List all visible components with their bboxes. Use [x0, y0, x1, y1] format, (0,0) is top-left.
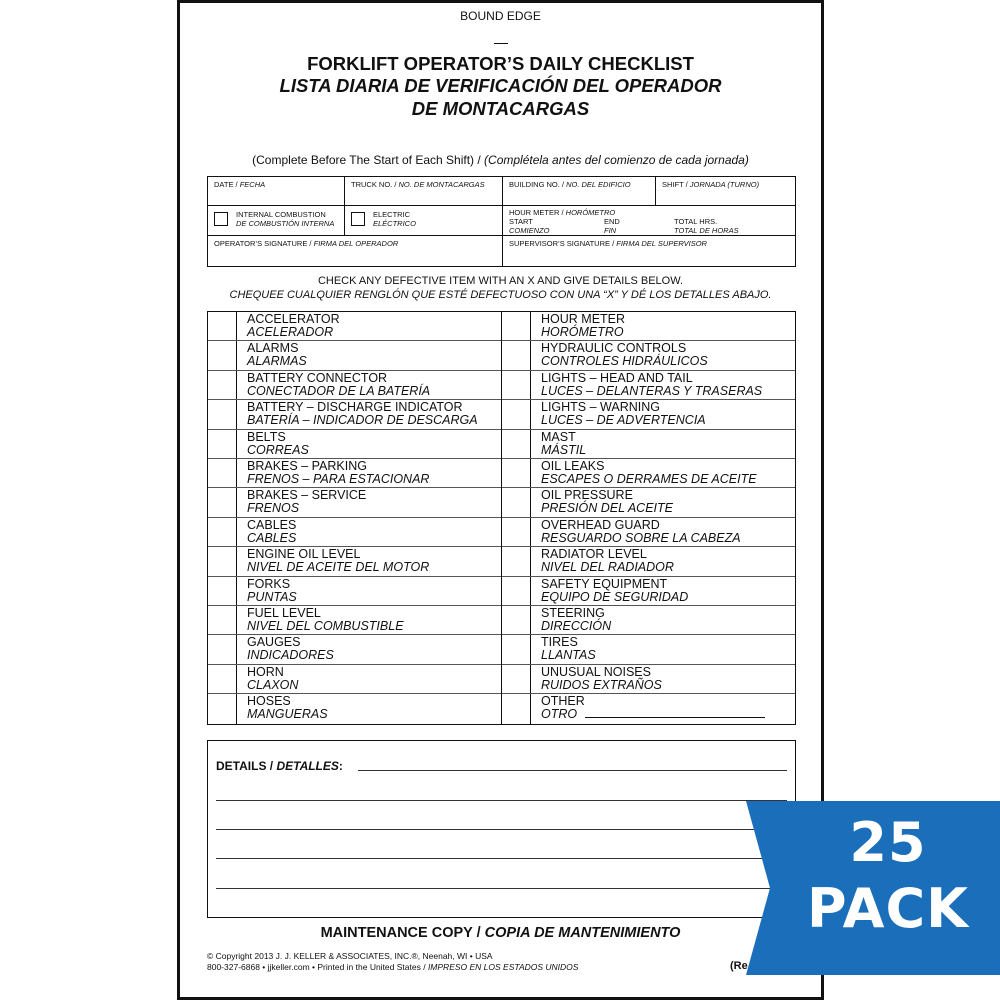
- defect-checkbox[interactable]: [208, 459, 237, 487]
- checklist-item-label: [237, 341, 307, 369]
- defect-checkbox[interactable]: [502, 577, 531, 605]
- checklist-item-label: [237, 694, 328, 723]
- details-line-1[interactable]: [358, 770, 787, 771]
- checklist-row: [502, 606, 795, 635]
- maintenance-copy-label: MAINTENANCE COPY / COPIA DE MANTENIMIENTO: [320, 925, 681, 941]
- copyright-line-1: © Copyright 2013 J. J. KELLER & ASSOCIATES, INC.®, Neenah, WI • USA: [207, 951, 493, 961]
- defect-checkbox[interactable]: [208, 665, 237, 693]
- item-name-english: ACCELERATOR: [247, 312, 340, 326]
- defect-checkbox[interactable]: [502, 312, 531, 340]
- item-name-spanish: EQUIPO DE SEGURIDAD: [541, 589, 689, 604]
- item-name-english: RADIATOR LEVEL: [541, 547, 647, 562]
- checklist-item-label: [237, 518, 296, 546]
- bound-edge-label: BOUND EDGE: [460, 9, 541, 23]
- info-row-2: [208, 206, 795, 236]
- checklist-row: [502, 518, 795, 547]
- defect-checkbox[interactable]: [208, 341, 237, 369]
- defect-checkbox[interactable]: [208, 371, 237, 399]
- details-line-5[interactable]: [216, 888, 787, 889]
- checklist-row: [208, 371, 501, 400]
- item-name-spanish: ESCAPES O DERRAMES DE ACEITE: [541, 472, 757, 486]
- item-name-spanish: LLANTAS: [541, 648, 596, 663]
- defect-checkbox[interactable]: [502, 341, 531, 369]
- checklist-row: [208, 577, 501, 606]
- checklist-item-label: [237, 459, 429, 487]
- defect-checkbox[interactable]: [208, 606, 237, 634]
- details-box: [207, 740, 796, 918]
- item-name-english: BATTERY – DISCHARGE INDICATOR: [247, 400, 463, 415]
- item-name-spanish: FRENOS – PARA ESTACIONAR: [247, 472, 430, 486]
- checklist-row: [208, 547, 501, 576]
- item-name-spanish: PUNTAS: [247, 589, 297, 604]
- checklist-row: [502, 459, 795, 488]
- item-name-spanish: PRESIÓN DEL ACEITE: [541, 501, 673, 516]
- shift-field[interactable]: SHIFT / JORNADA (TURNO): [662, 180, 760, 189]
- defect-checkbox[interactable]: [208, 694, 237, 723]
- form-title-spanish-line2: DE MONTACARGAS: [411, 98, 590, 119]
- item-name-english: SAFETY EQUIPMENT: [541, 576, 668, 591]
- defect-checkbox[interactable]: [208, 312, 237, 340]
- defect-checkbox[interactable]: [208, 400, 237, 428]
- checklist-row: [208, 459, 501, 488]
- details-line-4[interactable]: [216, 858, 787, 859]
- item-name-spanish: MÁSTIL: [541, 442, 587, 457]
- item-name-spanish: RUIDOS EXTRAÑOS: [541, 677, 662, 692]
- item-name-spanish: CABLES: [247, 530, 297, 545]
- checklist-row: [208, 430, 501, 459]
- item-name-english: UNUSUAL NOISES: [541, 664, 651, 679]
- details-line-3[interactable]: [216, 829, 787, 830]
- checklist-row: [208, 400, 501, 429]
- checklist-row: [208, 312, 501, 341]
- item-name-english: CABLES: [247, 517, 297, 532]
- electric-checkbox[interactable]: [351, 212, 365, 226]
- checklist-item-label: [531, 312, 625, 340]
- checklist-item-label: [237, 635, 334, 663]
- checklist-item-label: [531, 371, 762, 399]
- info-row-3: [208, 236, 795, 266]
- date-field[interactable]: DATE / FECHA: [208, 177, 345, 205]
- checklist-item-label: [531, 635, 596, 663]
- checklist-item-label: [531, 488, 673, 516]
- supervisor-signature-field[interactable]: SUPERVISOR’S SIGNATURE / FIRMA DEL SUPERVISOR: [509, 239, 707, 248]
- item-name-english: BELTS: [247, 429, 286, 444]
- item-name-english: BRAKES – PARKING: [247, 459, 367, 473]
- checklist-item-label: [531, 577, 688, 605]
- checklist-row: [502, 577, 795, 606]
- checklist-item-label: [531, 459, 757, 487]
- item-name-english: MAST: [541, 429, 576, 444]
- truck-number-field[interactable]: TRUCK NO. / NO. DE MONTACARGAS: [345, 177, 503, 205]
- checklist-row: [208, 635, 501, 664]
- item-name-spanish: BATERÍA – INDICADOR DE DESCARGA: [247, 413, 478, 428]
- item-name-english: FUEL LEVEL: [247, 606, 321, 620]
- item-name-english: ENGINE OIL LEVEL: [247, 547, 361, 562]
- item-name-spanish: MANGUERAS: [247, 707, 328, 722]
- defect-checkbox[interactable]: [208, 577, 237, 605]
- checklist-row: [502, 400, 795, 429]
- checklist-form-page: [177, 0, 824, 1000]
- item-name-english: ALARMS: [247, 341, 299, 356]
- item-name-spanish: OTRO: [541, 708, 765, 721]
- item-name-spanish: FRENOS: [247, 501, 300, 516]
- item-name-english: OTHER: [541, 694, 585, 709]
- checklist-row: [502, 694, 795, 723]
- item-name-spanish: CORREAS: [247, 442, 309, 457]
- checklist-item-label: [237, 547, 429, 575]
- details-label: DETAILS / DETALLES:: [216, 759, 343, 773]
- checklist-item-label: [531, 341, 708, 369]
- item-name-spanish: LUCES – DELANTERAS Y TRASERAS: [541, 383, 763, 398]
- item-name-spanish: ACELERADOR: [247, 325, 334, 339]
- defect-checkbox[interactable]: [208, 635, 237, 663]
- other-write-in-line[interactable]: [585, 717, 765, 718]
- checklist-row: [502, 430, 795, 459]
- defect-checkbox[interactable]: [208, 547, 237, 575]
- checklist-item-label: [531, 665, 662, 693]
- item-name-english: BRAKES – SERVICE: [247, 488, 367, 503]
- checklist-row: [502, 665, 795, 694]
- item-name-spanish: DIRECCIÓN: [541, 619, 612, 633]
- defect-checkbox[interactable]: [502, 635, 531, 663]
- item-name-spanish: CONECTADOR DE LA BATERÍA: [247, 383, 431, 398]
- item-name-english: LIGHTS – WARNING: [541, 400, 660, 415]
- item-name-english: HOUR METER: [541, 312, 626, 326]
- checklist-item-label: [237, 371, 430, 399]
- item-name-spanish: LUCES – DE ADVERTENCIA: [541, 413, 706, 428]
- hour-meter-field[interactable]: HOUR METER / HORÓMETRO START COMIENZO END FIN TOTAL HRS. TOTAL DE HORAS: [509, 208, 739, 235]
- copyright-line-2: 800-327-6868 • jjkeller.com • Printed in the United States / IMPRESO EN LOS ESTADOS UNIDOS: [207, 962, 579, 972]
- item-name-spanish: HORÓMETRO: [541, 325, 624, 339]
- details-line-2[interactable]: [216, 800, 787, 801]
- defect-checkbox[interactable]: [502, 400, 531, 428]
- item-name-english: GAUGES: [247, 635, 301, 650]
- bound-edge-tick: [494, 43, 508, 44]
- defect-checkbox[interactable]: [502, 488, 531, 516]
- checklist-item-label: [237, 312, 340, 340]
- check-instruction-english: CHECK ANY DEFECTIVE ITEM WITH AN X AND GIVE DETAILS BELOW.: [317, 275, 684, 287]
- checklist-row: [502, 341, 795, 370]
- defect-checkbox[interactable]: [502, 371, 531, 399]
- checklist-item-label: [237, 430, 309, 458]
- checklist-row: [208, 518, 501, 547]
- form-title-spanish-line1: LISTA DIARIA DE VERIFICACIÓN DEL OPERADOR: [279, 75, 722, 96]
- checklist-row: [208, 488, 501, 517]
- checklist-item-label: [531, 400, 706, 428]
- item-name-english: HOSES: [247, 694, 291, 709]
- internal-combustion-option[interactable]: INTERNAL COMBUSTION DE COMBUSTIÓN INTERNA: [208, 206, 345, 235]
- item-name-english: OIL PRESSURE: [541, 488, 633, 503]
- pack-count-banner: [746, 801, 1000, 975]
- checklist-item-label: [531, 518, 741, 546]
- item-name-spanish: NIVEL DE ACEITE DEL MOTOR: [247, 560, 430, 575]
- checklist-row: [502, 488, 795, 517]
- shift-instruction: (Complete Before The Start of Each Shift) / (Complétela antes del comienzo de cada jornada): [252, 153, 749, 167]
- check-instruction-spanish: CHEQUEE CUALQUIER RENGLÓN QUE ESTÉ DEFECTUOSO CON UNA “X” Y DÉ LOS DETALLES ABAJO.: [229, 289, 772, 301]
- item-name-english: BATTERY CONNECTOR: [247, 370, 388, 385]
- electric-option[interactable]: ELECTRIC ELÉCTRICO: [345, 206, 503, 235]
- item-name-spanish: INDICADORES: [247, 648, 334, 663]
- item-name-spanish: CONTROLES HIDRÁULICOS: [541, 354, 708, 369]
- defect-checkbox[interactable]: [502, 665, 531, 693]
- defect-checkbox[interactable]: [502, 606, 531, 634]
- defect-checkbox[interactable]: [502, 518, 531, 546]
- building-number-field[interactable]: BUILDING NO. / NO. DEL EDIFICIO: [503, 177, 656, 205]
- checklist-row: [208, 694, 501, 723]
- checklist-row: [502, 635, 795, 664]
- banner-number: 25: [849, 811, 927, 874]
- internal-combustion-checkbox[interactable]: [214, 212, 228, 226]
- checklist-item-label: [531, 694, 765, 723]
- checklist-item-label: [237, 606, 404, 634]
- defect-checkbox[interactable]: [208, 430, 237, 458]
- inspection-checklist-table: [207, 311, 796, 725]
- checklist-item-label: [237, 488, 366, 516]
- info-row-1: [208, 177, 795, 206]
- checklist-column-left: [208, 312, 502, 724]
- defect-checkbox[interactable]: [502, 430, 531, 458]
- checklist-item-label: [531, 547, 674, 575]
- defect-checkbox[interactable]: [502, 694, 531, 723]
- item-name-english: LIGHTS – HEAD AND TAIL: [541, 370, 693, 385]
- item-name-spanish: NIVEL DEL RADIADOR: [541, 560, 674, 575]
- item-name-spanish: NIVEL DEL COMBUSTIBLE: [247, 619, 404, 633]
- item-name-english: OVERHEAD GUARD: [541, 517, 660, 532]
- checklist-row: [208, 606, 501, 635]
- form-title-english: FORKLIFT OPERATOR’S DAILY CHECKLIST: [307, 53, 694, 74]
- item-name-english: FORKS: [247, 576, 291, 591]
- operator-info-box: [207, 176, 796, 267]
- item-name-english: STEERING: [541, 606, 605, 620]
- checklist-item-label: [237, 400, 478, 428]
- item-name-spanish: ALARMAS: [247, 354, 307, 369]
- item-name-spanish: RESGUARDO SOBRE LA CABEZA: [541, 530, 741, 545]
- revision-label: (Re: [730, 960, 748, 972]
- item-name-english: HYDRAULIC CONTROLS: [541, 341, 687, 356]
- banner-word: PACK: [807, 877, 969, 940]
- item-name-english: OIL LEAKS: [541, 459, 605, 473]
- checklist-item-label: [237, 577, 297, 605]
- checklist-column-right: [502, 312, 795, 724]
- checklist-row: [208, 341, 501, 370]
- checklist-row: [502, 547, 795, 576]
- item-name-english: TIRES: [541, 635, 578, 650]
- item-name-spanish: CLAXON: [247, 677, 299, 692]
- checklist-row: [502, 371, 795, 400]
- checklist-row: [208, 665, 501, 694]
- defect-checkbox[interactable]: [502, 547, 531, 575]
- defect-checkbox[interactable]: [502, 459, 531, 487]
- checklist-item-label: [531, 606, 611, 634]
- item-name-english: HORN: [247, 664, 284, 679]
- checklist-row: [502, 312, 795, 341]
- defect-checkbox[interactable]: [208, 488, 237, 516]
- checklist-item-label: [237, 665, 298, 693]
- operator-signature-field[interactable]: OPERATOR’S SIGNATURE / FIRMA DEL OPERADOR: [208, 236, 503, 266]
- checklist-item-label: [531, 430, 586, 458]
- defect-checkbox[interactable]: [208, 518, 237, 546]
